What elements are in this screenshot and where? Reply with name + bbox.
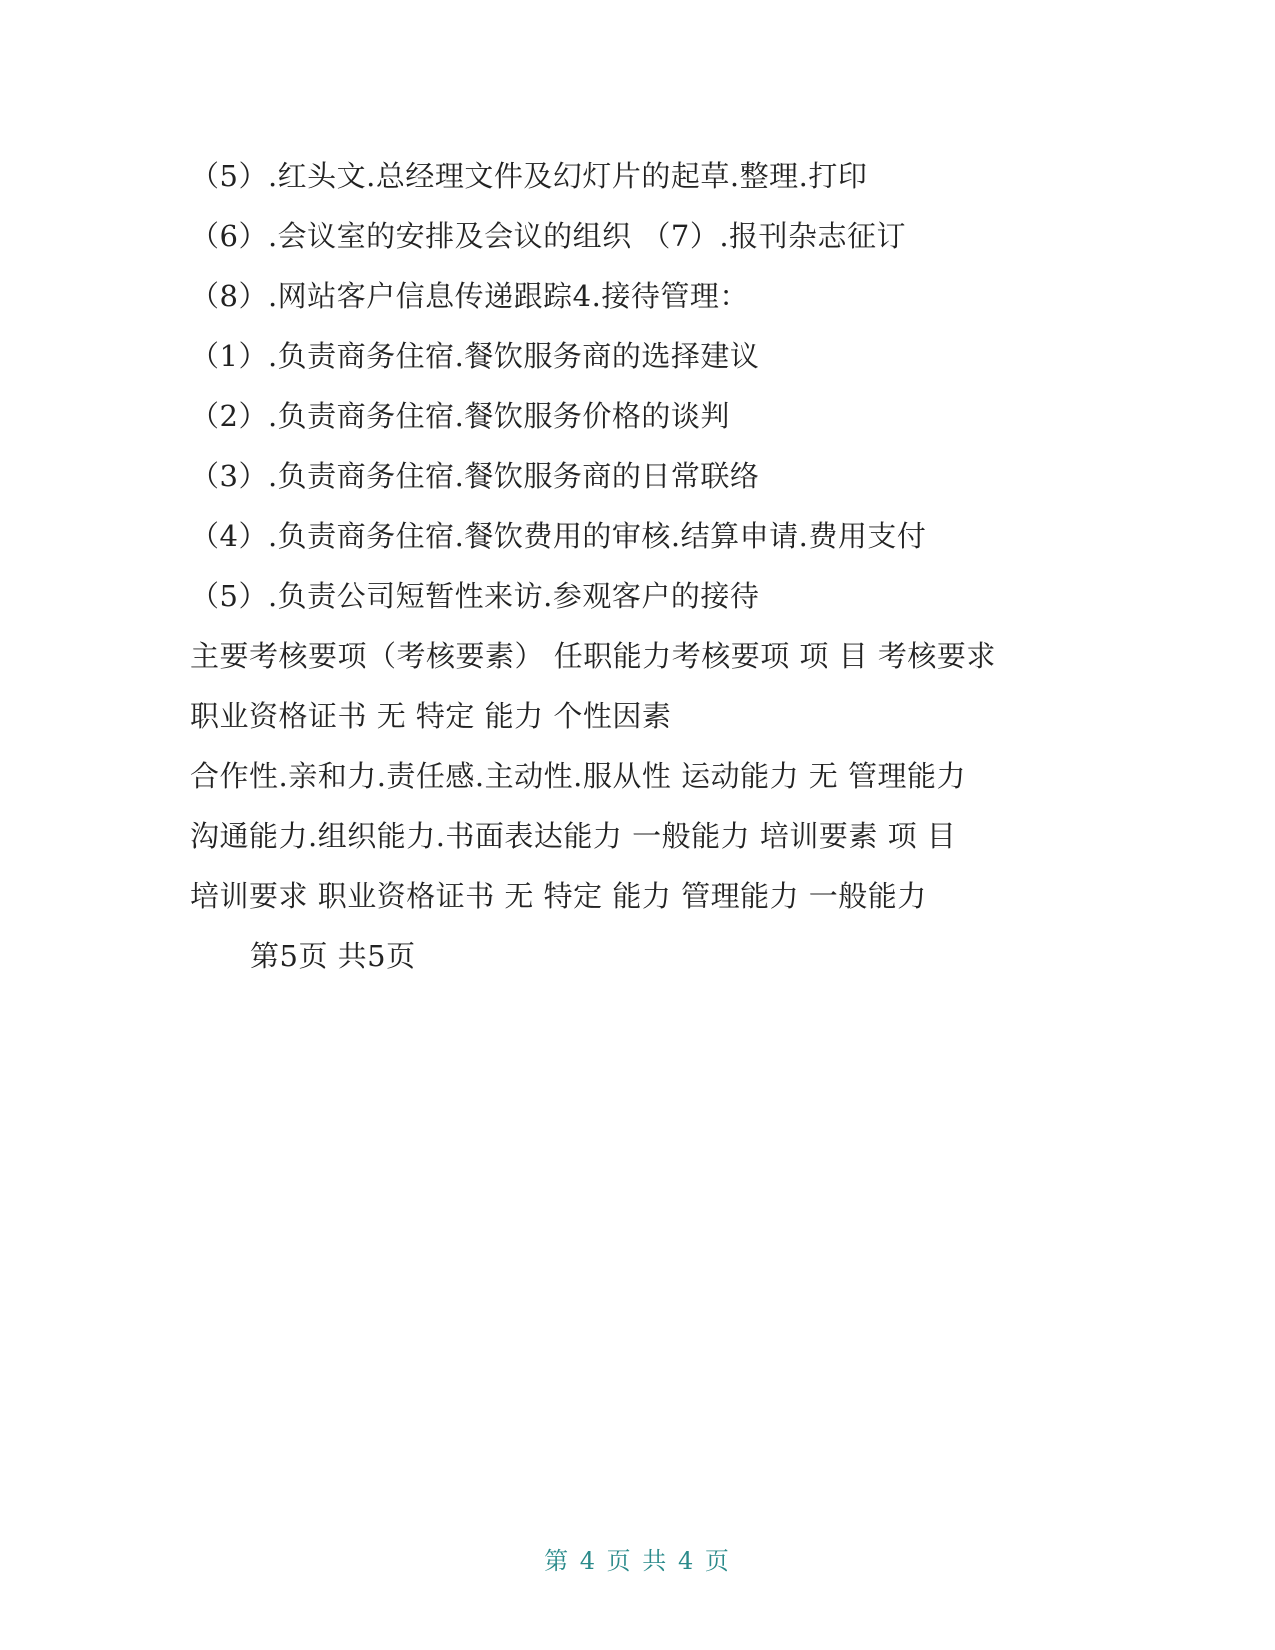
list-item: （4）.负责商务住宿.餐饮费用的审核.结算申请.费用支付 xyxy=(190,519,927,553)
list-item: （5）.红头文.总经理文件及幻灯片的起草.整理.打印 xyxy=(190,159,868,193)
paragraph-line: 沟通能力.组织能力.书面表达能力 一般能力 培训要素 项 目 xyxy=(190,819,957,853)
paragraph-line: 主要考核要项（考核要素） 任职能力考核要项 项 目 考核要求 xyxy=(190,639,996,673)
list-item: （8）.网站客户信息传递跟踪4.接待管理： xyxy=(190,279,749,313)
paragraph-line: 合作性.亲和力.责任感.主动性.服从性 运动能力 无 管理能力 xyxy=(190,759,967,793)
list-item: （5）.负责公司短暂性来访.参观客户的接待 xyxy=(190,579,760,613)
page-footer: 第 4 页 共 4 页 xyxy=(544,1547,731,1575)
list-item: （2）.负责商务住宿.餐饮服务价格的谈判 xyxy=(190,399,730,433)
paragraph-line: 培训要求 职业资格证书 无 特定 能力 管理能力 一般能力 xyxy=(190,879,927,913)
document-body xyxy=(190,146,1090,986)
list-item: （1）.负责商务住宿.餐饮服务商的选择建议 xyxy=(190,339,760,373)
inline-page-note: 第5页 共5页 xyxy=(250,939,416,973)
list-item: （6）.会议室的安排及会议的组织 （7）.报刊杂志征订 xyxy=(190,219,907,253)
list-item: （3）.负责商务住宿.餐饮服务商的日常联络 xyxy=(190,459,760,493)
paragraph-line: 职业资格证书 无 特定 能力 个性因素 xyxy=(190,699,672,733)
